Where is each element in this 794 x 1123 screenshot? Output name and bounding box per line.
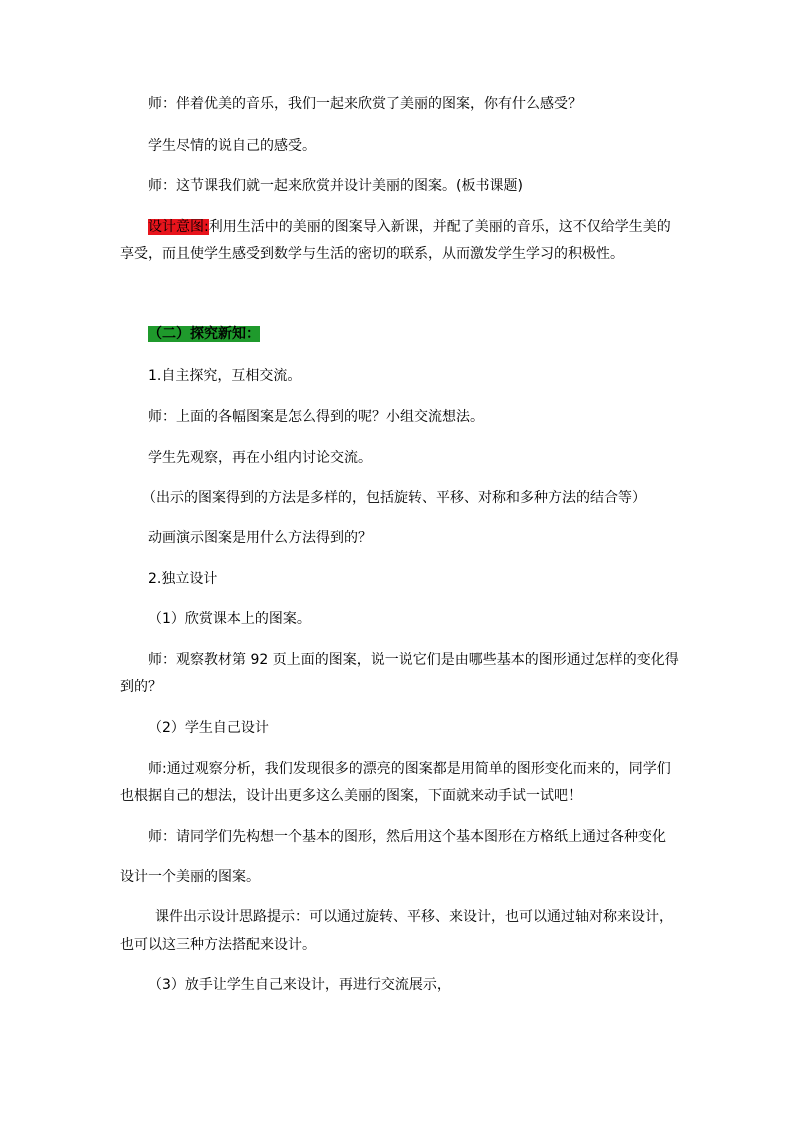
paragraph-text: 利用生活中的美丽的图案导入新课，并配了美丽的音乐，这不仅给学生美的 [208,219,671,235]
section-heading-label: （二）探究新知： [148,326,260,342]
paragraph-line: （2）学生自己设计 [148,720,269,736]
paragraph-line [148,217,671,237]
paragraph-line: 2.独立设计 [148,571,218,587]
paragraph-line: 师：这节课我们就一起来欣赏并设计美丽的图案。(板书课题) [148,178,523,194]
section-heading [148,324,260,344]
paragraph-line: 师：上面的各幅图案是怎么得到的呢？小组交流想法。 [148,409,484,425]
paragraph-line: 也根据自己的想法，设计出更多这么美丽的图案，下面就来动手试一试吧！ [120,788,582,804]
paragraph-line: 学生先观察，再在小组内讨论交流。 [148,450,372,466]
design-intent-tag: 设计意图: [148,219,209,235]
paragraph-line: （出示的图案得到的方法是多样的，包括旋转、平移、对称和多种方法的结合等） [142,490,646,506]
paragraph-line: 师：伴着优美的音乐，我们一起来欣赏了美丽的图案，你有什么感受？ [148,96,582,112]
paragraph-line: 动画演示图案是用什么方法得到的？ [148,530,372,546]
paragraph-line: （1）欣赏课本上的图案。 [148,611,311,627]
paragraph-line: （3）放手让学生自己来设计，再进行交流展示， [148,977,451,993]
paragraph-line: 1.自主探究，互相交流。 [148,368,302,384]
paragraph-line: 师：请同学们先构想一个基本的图形，然后用这个基本图形在方格纸上通过各种变化 [148,829,666,845]
paragraph-line: 课件出示设计思路提示：可以通过旋转、平移、来设计，也可以通过轴对称来设计， [155,909,673,925]
paragraph-line: 设计一个美丽的图案。 [120,869,260,885]
paragraph-line: 也可以这三种方法搭配来设计。 [120,937,316,953]
paragraph-line: 师：观察教材第 92 页上面的图案，说一说它们是由哪些基本的图形通过怎样的变化得 [148,652,679,668]
paragraph-line: 到的？ [120,679,162,695]
paragraph-line: 师:通过观察分析，我们发现很多的漂亮的图案都是用简单的图形变化而来的，同学们 [148,761,671,777]
paragraph-line: 享受，而且使学生感受到数学与生活的密切的联系，从而激发学生学习的积极性。 [120,246,624,262]
paragraph-line: 学生尽情的说自己的感受。 [148,138,316,154]
